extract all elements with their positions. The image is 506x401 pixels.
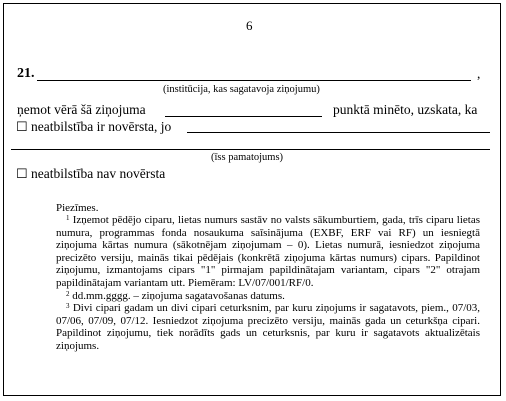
item-number: 21. xyxy=(17,66,35,81)
notes-block xyxy=(56,214,480,353)
note-3 xyxy=(56,302,480,352)
sentence-part2: punktā minēto, uzskata, ka xyxy=(333,102,478,117)
page-number: 6 xyxy=(246,18,253,33)
point-number-field[interactable] xyxy=(165,116,322,117)
sentence-part1: ņemot vērā šā ziņojuma xyxy=(17,102,146,117)
note-3-number: 3 xyxy=(66,302,70,311)
note-1 xyxy=(56,214,480,290)
reason-field-line2[interactable] xyxy=(11,149,490,150)
note-1-text: Izņemot pēdējo ciparu, lietas numurs sastāv no valsts sākumburtiem, gada, trīs ciparu lietas numura, programmas fonda nosaukuma saīsinājuma (EXBF, ERF vai RF) un iesniegtā ziņojuma kārtas numura (sākotnējam ziņojumam – 0). Lietas numurā, iesniedzot ziņojuma precizēto versiju, mainās tikai pēdējais (konkrētā ziņojuma kārtas numurs) cipars. Papildinot ziņojumu, izmantojams cipars "1" pirmajam papildinātajam variantam, cipars "2" otrajam papildinātajam variantam utt. Piemēram: LV/07/001/RF/0. xyxy=(56,214,480,289)
option-resolved-label: neatbilstība ir novērsta, jo xyxy=(31,119,172,134)
institution-caption: (institūcija, kas sagatavoja ziņojumu) xyxy=(163,84,320,95)
note-3-text: Divi cipari gadam un divi cipari ceturksnim, par kuru ziņojums ir sagatavots, piem., 07/03, 07/06, 07/09, 07/12. Iesniedzot ziņojuma precizēto versiju, mainās gada un ceturkšņa cipari. Papildinot ziņojumu, tiek norādīts gads un ceturksnis, par kuru ir sagatavots aktualizētais ziņojums. xyxy=(56,302,481,352)
note-2 xyxy=(56,290,480,303)
institution-field[interactable] xyxy=(37,80,471,81)
note-2-number: 2 xyxy=(66,289,70,298)
checkbox-resolved[interactable]: ☐ xyxy=(16,119,28,134)
reason-field-line1[interactable] xyxy=(187,132,490,133)
option-not-resolved-label: neatbilstība nav novērsta xyxy=(31,166,166,181)
institution-trailing-comma: , xyxy=(477,66,481,81)
note-2-text: dd.mm.gggg. – ziņojuma sagatavošanas datums. xyxy=(72,289,285,302)
checkbox-not-resolved[interactable]: ☐ xyxy=(16,166,28,181)
reason-caption: (īss pamatojums) xyxy=(211,152,284,163)
notes-title: Piezīmes. xyxy=(56,202,99,214)
note-1-number: 1 xyxy=(66,214,70,222)
